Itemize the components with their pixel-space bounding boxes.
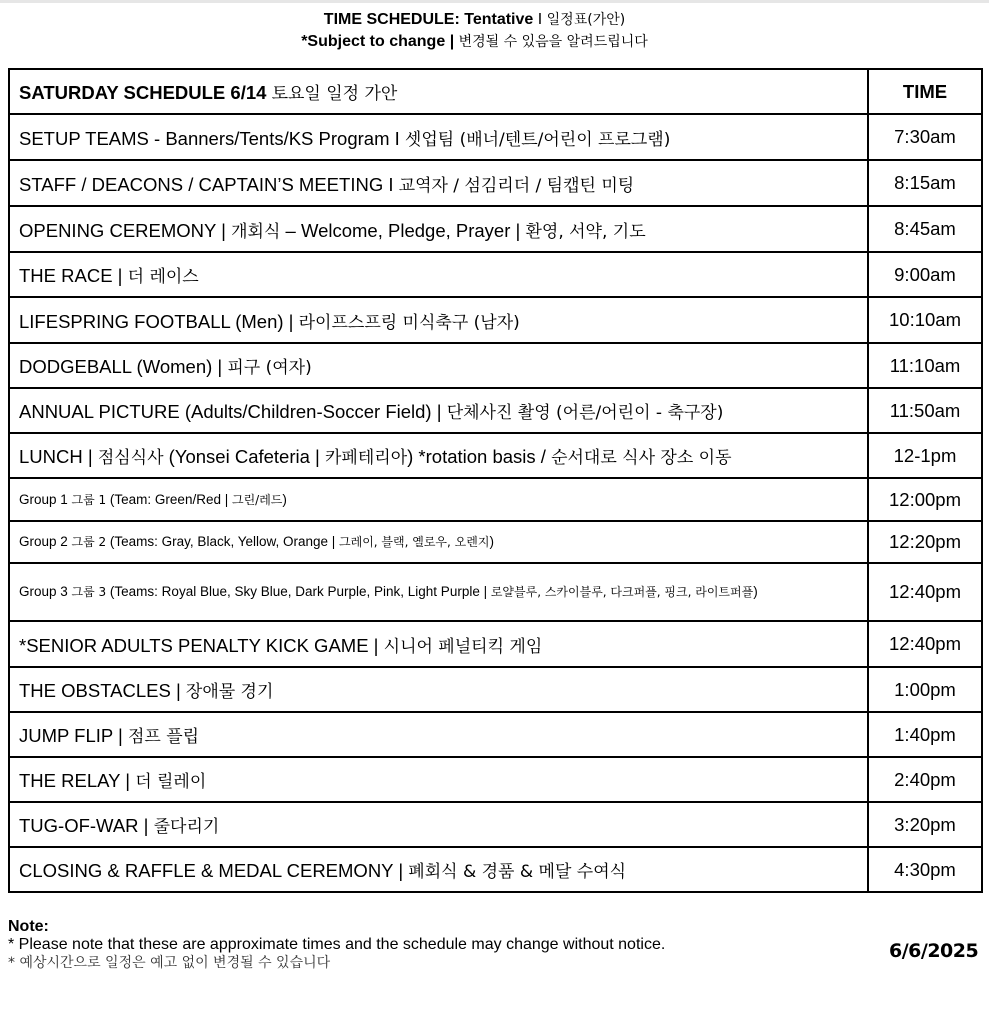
event-cell <box>9 343 868 388</box>
event-label-english: ) <box>753 584 758 599</box>
table-row <box>9 757 982 802</box>
event-label-korean: 피구 (여자) <box>227 358 312 378</box>
event-label-english: OPENING CEREMONY | <box>19 219 232 241</box>
event-label-english: ) <box>282 491 287 507</box>
event-label-english: – Welcome, Pledge, Prayer | <box>280 219 526 241</box>
table-row <box>9 433 982 478</box>
time-cell: 1:40pm <box>868 712 982 757</box>
event-cell <box>9 712 868 757</box>
time-column-header: TIME <box>868 69 982 114</box>
event-label-korean: 순서대로 식사 장소 이동 <box>551 448 732 468</box>
event-label-korean: 점프 플립 <box>128 727 200 747</box>
event-label-korean: 폐회식 & 경품 & 메달 수여식 <box>408 862 627 882</box>
table-row <box>9 114 982 160</box>
event-cell <box>9 847 868 892</box>
event-cell <box>9 252 868 297</box>
table-row <box>9 388 982 433</box>
event-label-english: ) <box>489 534 494 549</box>
table-header-row <box>9 69 982 114</box>
time-cell: 7:30am <box>868 114 982 160</box>
page-header <box>0 9 949 53</box>
event-label-english: TUG-OF-WAR | <box>19 815 154 836</box>
event-label-english: CLOSING & RAFFLE & MEDAL CEREMONY | <box>19 860 409 881</box>
time-cell: 2:40pm <box>868 757 982 802</box>
event-label-english: THE RELAY | <box>19 770 136 791</box>
event-label-korean: 그린/레드 <box>231 492 283 507</box>
note-label: Note: <box>8 918 49 935</box>
event-label-korean: 줄다리기 <box>153 817 220 837</box>
time-cell: 8:15am <box>868 160 982 206</box>
event-cell <box>9 667 868 712</box>
event-label-english: (Team: Green/Red | <box>106 491 232 507</box>
time-cell: 8:45am <box>868 206 982 252</box>
table-row <box>9 343 982 388</box>
note-line-english: * Please note that these are approximate times and the schedule may change without notice. <box>8 936 666 953</box>
event-cell <box>9 297 868 343</box>
time-cell: 9:00am <box>868 252 982 297</box>
event-label-korean: 라이프스프링 미식축구 (남자) <box>298 312 520 333</box>
event-label-korean: 시니어 페널티킥 게임 <box>383 636 543 657</box>
event-cell <box>9 433 868 478</box>
time-cell: 10:10am <box>868 297 982 343</box>
table-row <box>9 521 982 563</box>
event-label-english: (Teams: Gray, Black, Yellow, Orange | <box>106 534 340 549</box>
table-row <box>9 667 982 712</box>
table-row <box>9 206 982 252</box>
event-label-korean: 개회식 <box>231 221 281 242</box>
event-label-english: ) *rotation basis / <box>407 446 552 467</box>
event-label-english: Group 2 <box>19 534 72 549</box>
event-label-korean: 카페테리아 <box>325 448 408 468</box>
event-cell <box>9 160 868 206</box>
event-label-english: LIFESPRING FOOTBALL (Men) | <box>19 310 299 332</box>
note-line-korean: * 예상시간으로 일정은 예고 없이 변경될 수 있습니다 <box>8 955 331 971</box>
table-row <box>9 802 982 847</box>
event-label-korean: 그룹 3 <box>71 585 107 599</box>
event-label-english: DODGEBALL (Women) | <box>19 356 228 377</box>
table-row <box>9 712 982 757</box>
time-cell: 12:20pm <box>868 521 982 563</box>
table-row <box>9 621 982 667</box>
document-date: 6/6/2025 <box>889 940 979 962</box>
event-label-korean: 그룹 2 <box>71 535 107 549</box>
table-row <box>9 563 982 621</box>
event-cell <box>9 563 868 621</box>
top-divider <box>0 0 989 3</box>
page-title: TIME SCHEDULE: Tentative I 일정표(가안) <box>323 11 626 28</box>
time-cell: 12:40pm <box>868 621 982 667</box>
event-label-english: (Yonsei Cafeteria | <box>163 446 325 467</box>
event-label-english: SETUP TEAMS - Banners/Tents/KS Program I <box>19 127 405 149</box>
schedule-table <box>8 68 983 893</box>
table-row <box>9 252 982 297</box>
time-cell: 12:00pm <box>868 478 982 521</box>
time-cell: 1:00pm <box>868 667 982 712</box>
event-label-english: *SENIOR ADULTS PENALTY KICK GAME | <box>19 634 384 656</box>
time-cell: 3:20pm <box>868 802 982 847</box>
event-label-english: Group 1 <box>19 491 72 507</box>
event-label-korean: 셋업팀 (배너/텐트/어린이 프로그램) <box>404 129 671 150</box>
event-cell <box>9 478 868 521</box>
event-cell <box>9 621 868 667</box>
event-cell <box>9 521 868 563</box>
event-label-korean: 단체사진 촬영 (어른/어린이 - 축구장) <box>446 403 724 423</box>
event-label-english: THE RACE | <box>19 265 128 286</box>
event-cell <box>9 114 868 160</box>
event-label-english: JUMP FLIP | <box>19 725 128 746</box>
event-label-korean: 더 레이스 <box>127 267 199 287</box>
schedule-body <box>9 69 982 892</box>
table-row <box>9 478 982 521</box>
event-label-korean: 더 릴레이 <box>135 772 207 792</box>
event-label-english: LUNCH | <box>19 446 98 467</box>
event-label-english: STAFF / DEACONS / CAPTAIN’S MEETING I <box>19 173 399 195</box>
time-cell: 11:50am <box>868 388 982 433</box>
time-cell: 11:10am <box>868 343 982 388</box>
event-label-korean: 장애물 경기 <box>185 682 274 702</box>
time-cell: 4:30pm <box>868 847 982 892</box>
event-label-english: THE OBSTACLES | <box>19 680 186 701</box>
time-cell: 12:40pm <box>868 563 982 621</box>
event-cell <box>9 206 868 252</box>
event-column-header: SATURDAY SCHEDULE 6/14 토요일 일정 가안 <box>9 69 868 114</box>
table-row <box>9 847 982 892</box>
event-cell <box>9 802 868 847</box>
table-row <box>9 297 982 343</box>
event-label-korean: 환영, 서약, 기도 <box>525 221 646 242</box>
event-label-english: Group 3 <box>19 584 72 599</box>
event-label-korean: 점심식사 <box>97 448 164 468</box>
table-row <box>9 160 982 206</box>
event-label-english: (Teams: Royal Blue, Sky Blue, Dark Purple, Pink, Light Purple | <box>106 584 491 599</box>
page-subtitle: *Subject to change | 변경될 수 있음을 알려드립니다 <box>301 33 648 50</box>
note-section <box>8 918 665 972</box>
event-label-korean: 그레이, 블랙, 옐로우, 오렌지 <box>339 535 490 549</box>
event-label-korean: 교역자 / 섬김리더 / 팀캡틴 미팅 <box>398 175 635 196</box>
event-cell <box>9 757 868 802</box>
time-cell: 12-1pm <box>868 433 982 478</box>
event-label-korean: 그룹 1 <box>71 492 107 507</box>
event-label-korean: 로얄블루, 스카이블루, 다크퍼플, 핑크, 라이트퍼플 <box>490 585 754 599</box>
event-cell <box>9 388 868 433</box>
event-label-english: ANNUAL PICTURE (Adults/Children-Soccer Field) | <box>19 401 447 422</box>
